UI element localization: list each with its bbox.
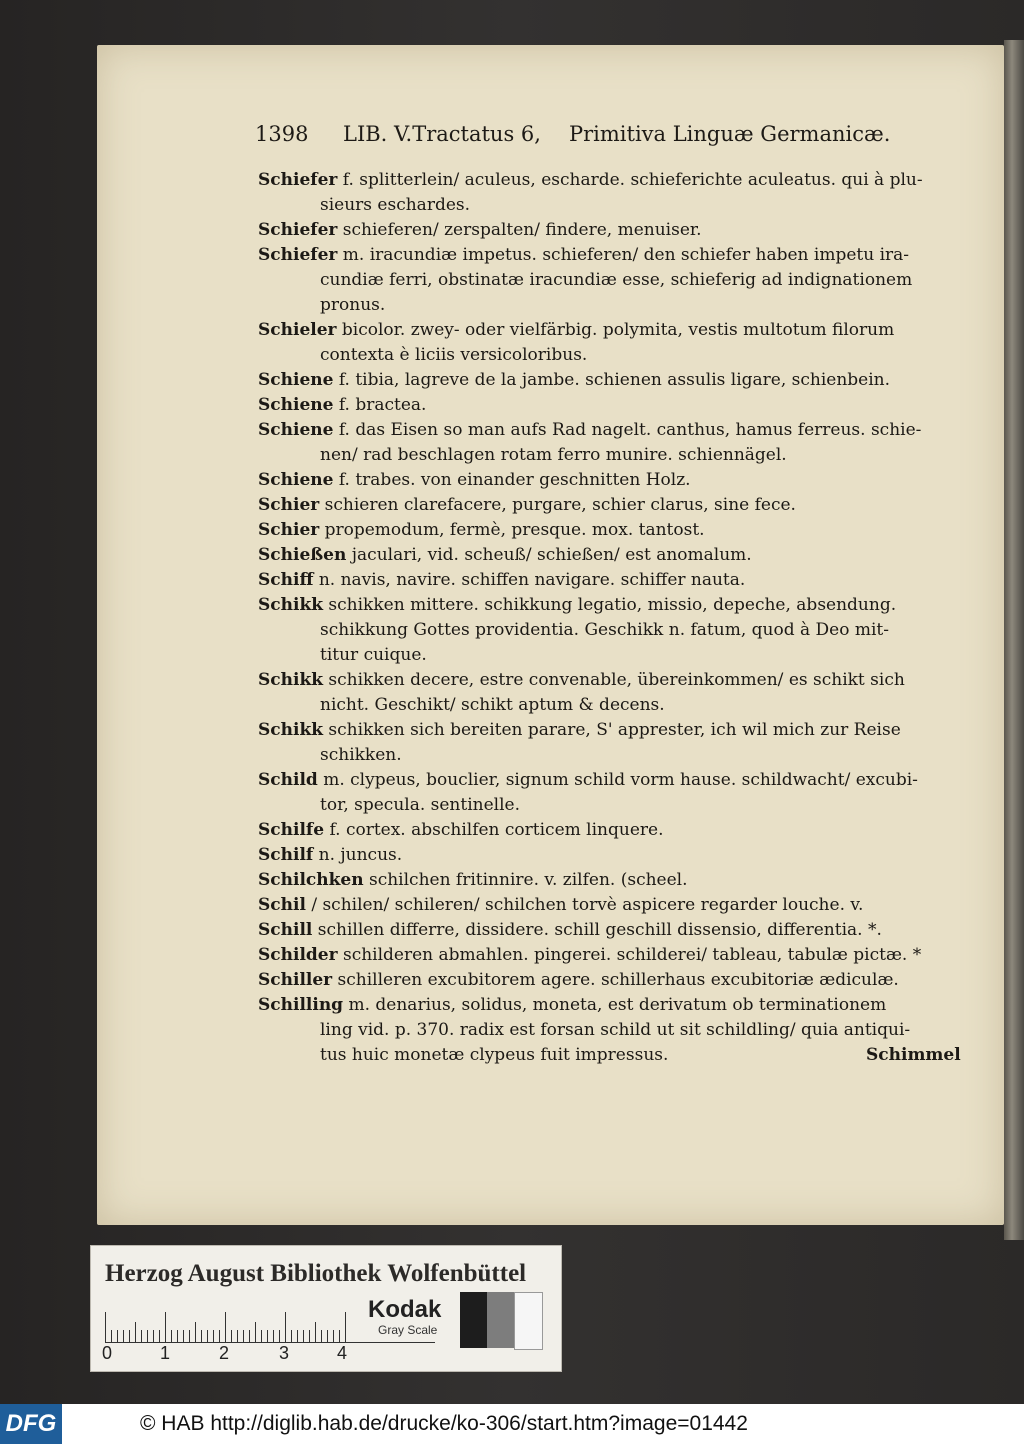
ruler-tick — [219, 1330, 220, 1342]
entry-text: schikken sich bereiten parare, S' apprester, ich wil mich zur Reise — [328, 720, 901, 740]
entry-line — [258, 168, 923, 192]
entry-headword: Schilf — [258, 845, 314, 865]
ruler-number: 4 — [337, 1343, 348, 1363]
entry-text: f. splitterlein/ aculeus, escharde. schieferichte aculeatus. qui à plu- — [342, 170, 923, 190]
ruler-tick — [291, 1330, 292, 1342]
entry-text: f. trabes. von einander geschnitten Holz. — [338, 470, 691, 490]
entry-line — [258, 568, 745, 592]
entry-headword: Schilling — [258, 995, 344, 1015]
gray-patch-black — [460, 1292, 487, 1348]
entry-headword: Schiefer — [258, 220, 338, 240]
entry-headword: Schiefer — [258, 170, 338, 190]
entry-line — [258, 468, 691, 492]
ruler-tick — [159, 1330, 160, 1342]
entry-headword: Schikk — [258, 720, 324, 740]
entry-line — [320, 268, 912, 292]
copyright-link[interactable]: © HAB http://diglib.hab.de/drucke/ko-306/start.htm?image=01442 — [140, 1412, 748, 1435]
entry-text: jaculari, vid. scheuß/ schießen/ est anomalum. — [351, 545, 752, 565]
entry-text: tor, specula. sentinelle. — [320, 795, 520, 815]
entry-headword: Schiene — [258, 470, 334, 490]
entry-line — [258, 243, 909, 267]
entry-text: pronus. — [320, 295, 386, 315]
entry-text: cundiæ ferri, obstinatæ iracundiæ esse, schieferig ad indignationem — [320, 270, 913, 290]
entry-line — [320, 343, 587, 367]
entry-headword: Schiene — [258, 420, 334, 440]
entry-headword: Schikk — [258, 595, 324, 615]
entry-line — [258, 318, 894, 342]
ruler-tick — [267, 1330, 268, 1342]
ruler-number: 0 — [102, 1343, 113, 1363]
ruler-tick — [135, 1322, 136, 1342]
ruler-tick — [153, 1330, 154, 1342]
entry-line — [320, 693, 665, 717]
entry-text: n. juncus. — [318, 845, 403, 865]
entry-text: n. navis, navire. schiffen navigare. schiffer nauta. — [318, 570, 746, 590]
gray-patch-mid — [487, 1292, 514, 1348]
entry-line — [258, 818, 663, 842]
entry-headword: Schier — [258, 520, 320, 540]
entry-text: schieferen/ zerspalten/ findere, menuiser. — [342, 220, 702, 240]
entry-text: tus huic monetæ clypeus fuit impressus. — [320, 1045, 669, 1065]
entry-headword: Schilchken — [258, 870, 364, 890]
entry-headword: Schil — [258, 895, 306, 915]
kodak-logo: Kodak — [368, 1296, 442, 1323]
entry-text: / schilen/ schileren/ schilchen torvè aspicere regarder louche. v. — [311, 895, 864, 915]
page-number: 1398 — [255, 122, 309, 146]
kodak-gray-scale-label: Gray Scale — [378, 1323, 438, 1337]
entry-headword: Schilfe — [258, 820, 325, 840]
entry-text: schikkung Gottes providentia. Geschikk n. fatum, quod à Deo mit- — [320, 620, 889, 640]
entry-line — [320, 618, 889, 642]
entry-text: schillen differre, dissidere. schill geschill dissensio, differentia. *. — [317, 920, 882, 940]
ruler-tick — [327, 1330, 328, 1342]
ruler-tick — [303, 1330, 304, 1342]
ruler-tick — [171, 1330, 172, 1342]
entry-line — [320, 793, 520, 817]
ruler-tick — [165, 1312, 166, 1342]
entry-line — [258, 843, 402, 867]
ruler-number: 3 — [279, 1343, 290, 1363]
entry-text: propemodum, fermè, presque. mox. tantost. — [324, 520, 705, 540]
entry-line — [258, 943, 921, 967]
running-title: Primitiva Linguæ Germanicæ. — [569, 122, 891, 146]
ruler-tick — [141, 1330, 142, 1342]
entry-text: nicht. Geschikt/ schikt aptum & decens. — [320, 695, 665, 715]
entry-text: schilderen abmahlen. pingerei. schilderei/ tableau, tabulæ pictæ. * — [342, 945, 922, 965]
ruler-tick — [129, 1330, 130, 1342]
entry-headword: Schiefer — [258, 245, 338, 265]
ruler-tick — [237, 1330, 238, 1342]
entry-headword: Schier — [258, 495, 320, 515]
entry-headword: Schiller — [258, 970, 333, 990]
ruler-tick — [201, 1330, 202, 1342]
entry-headword: Schild — [258, 770, 318, 790]
entry-text: sieurs eschardes. — [320, 195, 471, 215]
entry-text: schikken decere, estre convenable, übereinkommen/ es schikt sich — [328, 670, 905, 690]
entry-headword: Schießen — [258, 545, 347, 565]
entry-headword: Schiene — [258, 370, 334, 390]
ruler-tick — [339, 1330, 340, 1342]
entry-line — [258, 993, 886, 1017]
ruler-tick — [279, 1330, 280, 1342]
entry-text: ling vid. p. 370. radix est forsan schild ut sit schildling/ quia antiqui- — [320, 1020, 911, 1040]
ruler-tick — [261, 1330, 262, 1342]
entry-headword: Schiene — [258, 395, 334, 415]
entry-text: f. das Eisen so man aufs Rad nagelt. canthus, hamus ferreus. schie- — [338, 420, 922, 440]
ruler-tick — [123, 1330, 124, 1342]
entry-text: titur cuique. — [320, 645, 427, 665]
entry-text: schikken. — [320, 745, 402, 765]
entry-line — [258, 393, 426, 417]
entry-line — [320, 643, 427, 667]
entry-text: m. denarius, solidus, moneta, est derivatum ob terminationem — [348, 995, 887, 1015]
entry-line — [258, 968, 899, 992]
ruler-tick — [207, 1330, 208, 1342]
entry-line — [258, 493, 796, 517]
ruler-tick — [333, 1330, 334, 1342]
entry-text: schilleren excubitorem agere. schillerhaus excubitoriæ ædiculæ. — [337, 970, 899, 990]
dfg-logo: DFG — [0, 1404, 62, 1444]
entry-text: schilchen fritinnire. v. zilfen. (scheel. — [368, 870, 688, 890]
ruler-number: 1 — [160, 1343, 171, 1363]
entry-headword: Schill — [258, 920, 313, 940]
entry-headword: Schilder — [258, 945, 338, 965]
entry-line — [258, 218, 702, 242]
entry-text: f. tibia, lagreve de la jambe. schienen assulis ligare, schienbein. — [338, 370, 891, 390]
ruler-tick — [321, 1330, 322, 1342]
ruler-tick — [105, 1312, 106, 1342]
entry-line — [320, 193, 470, 217]
ruler-tick — [147, 1330, 148, 1342]
entry-line — [320, 1043, 668, 1067]
entry-line — [320, 743, 402, 767]
entry-headword: Schikk — [258, 670, 324, 690]
entry-line — [258, 768, 918, 792]
ruler-tick — [273, 1330, 274, 1342]
catchword: Schimmel — [866, 1045, 961, 1065]
entry-text: f. cortex. abschilfen corticem linquere. — [329, 820, 664, 840]
ruler-tick — [345, 1312, 346, 1342]
gray-patch-white — [514, 1292, 543, 1350]
entry-headword: Schieler — [258, 320, 337, 340]
ruler-tick — [111, 1330, 112, 1342]
ruler-tick — [213, 1330, 214, 1342]
entry-line — [258, 718, 901, 742]
entry-line — [258, 868, 688, 892]
entry-headword: Schiff — [258, 570, 314, 590]
entry-line — [320, 443, 787, 467]
entry-line — [258, 418, 921, 442]
entry-line — [258, 893, 863, 917]
entry-text: nen/ rad beschlagen rotam ferro munire. schiennägel. — [320, 445, 787, 465]
ruler-tick — [177, 1330, 178, 1342]
ruler-number: 2 — [219, 1343, 230, 1363]
entry-line — [258, 543, 752, 567]
entry-line — [320, 1018, 910, 1042]
ruler-tick — [243, 1330, 244, 1342]
entry-text: bicolor. zwey- oder vielfärbig. polymita, vestis multotum filorum — [341, 320, 895, 340]
entry-line — [258, 593, 896, 617]
book-section: LIB. V.Tractatus 6, — [343, 122, 541, 146]
entry-text: schieren clarefacere, purgare, schier clarus, sine fece. — [324, 495, 796, 515]
entry-line — [320, 293, 385, 317]
entry-line — [258, 668, 905, 692]
ruler-tick — [297, 1330, 298, 1342]
ruler-tick — [189, 1330, 190, 1342]
entry-line — [258, 368, 890, 392]
entry-line — [258, 918, 882, 942]
entry-line — [258, 518, 705, 542]
entry-text: contexta è liciis versicoloribus. — [320, 345, 588, 365]
ruler-tick — [183, 1330, 184, 1342]
ruler-tick — [225, 1312, 226, 1342]
ruler-tick — [309, 1330, 310, 1342]
ruler-tick — [285, 1312, 286, 1342]
ruler-tick — [231, 1330, 232, 1342]
entry-text: m. clypeus, bouclier, signum schild vorm hause. schildwacht/ excubi- — [323, 770, 918, 790]
entry-text: m. iracundiæ impetus. schieferen/ den schiefer haben impetu ira- — [342, 245, 910, 265]
entry-text: schikken mittere. schikkung legatio, missio, depeche, absendung. — [328, 595, 897, 615]
ruler-tick — [117, 1330, 118, 1342]
library-name: Herzog August Bibliothek Wolfenbüttel — [105, 1260, 527, 1287]
ruler-tick — [315, 1322, 316, 1342]
entry-text: f. bractea. — [338, 395, 427, 415]
ruler-tick — [195, 1322, 196, 1342]
ruler-tick — [255, 1322, 256, 1342]
ruler-tick — [249, 1330, 250, 1342]
